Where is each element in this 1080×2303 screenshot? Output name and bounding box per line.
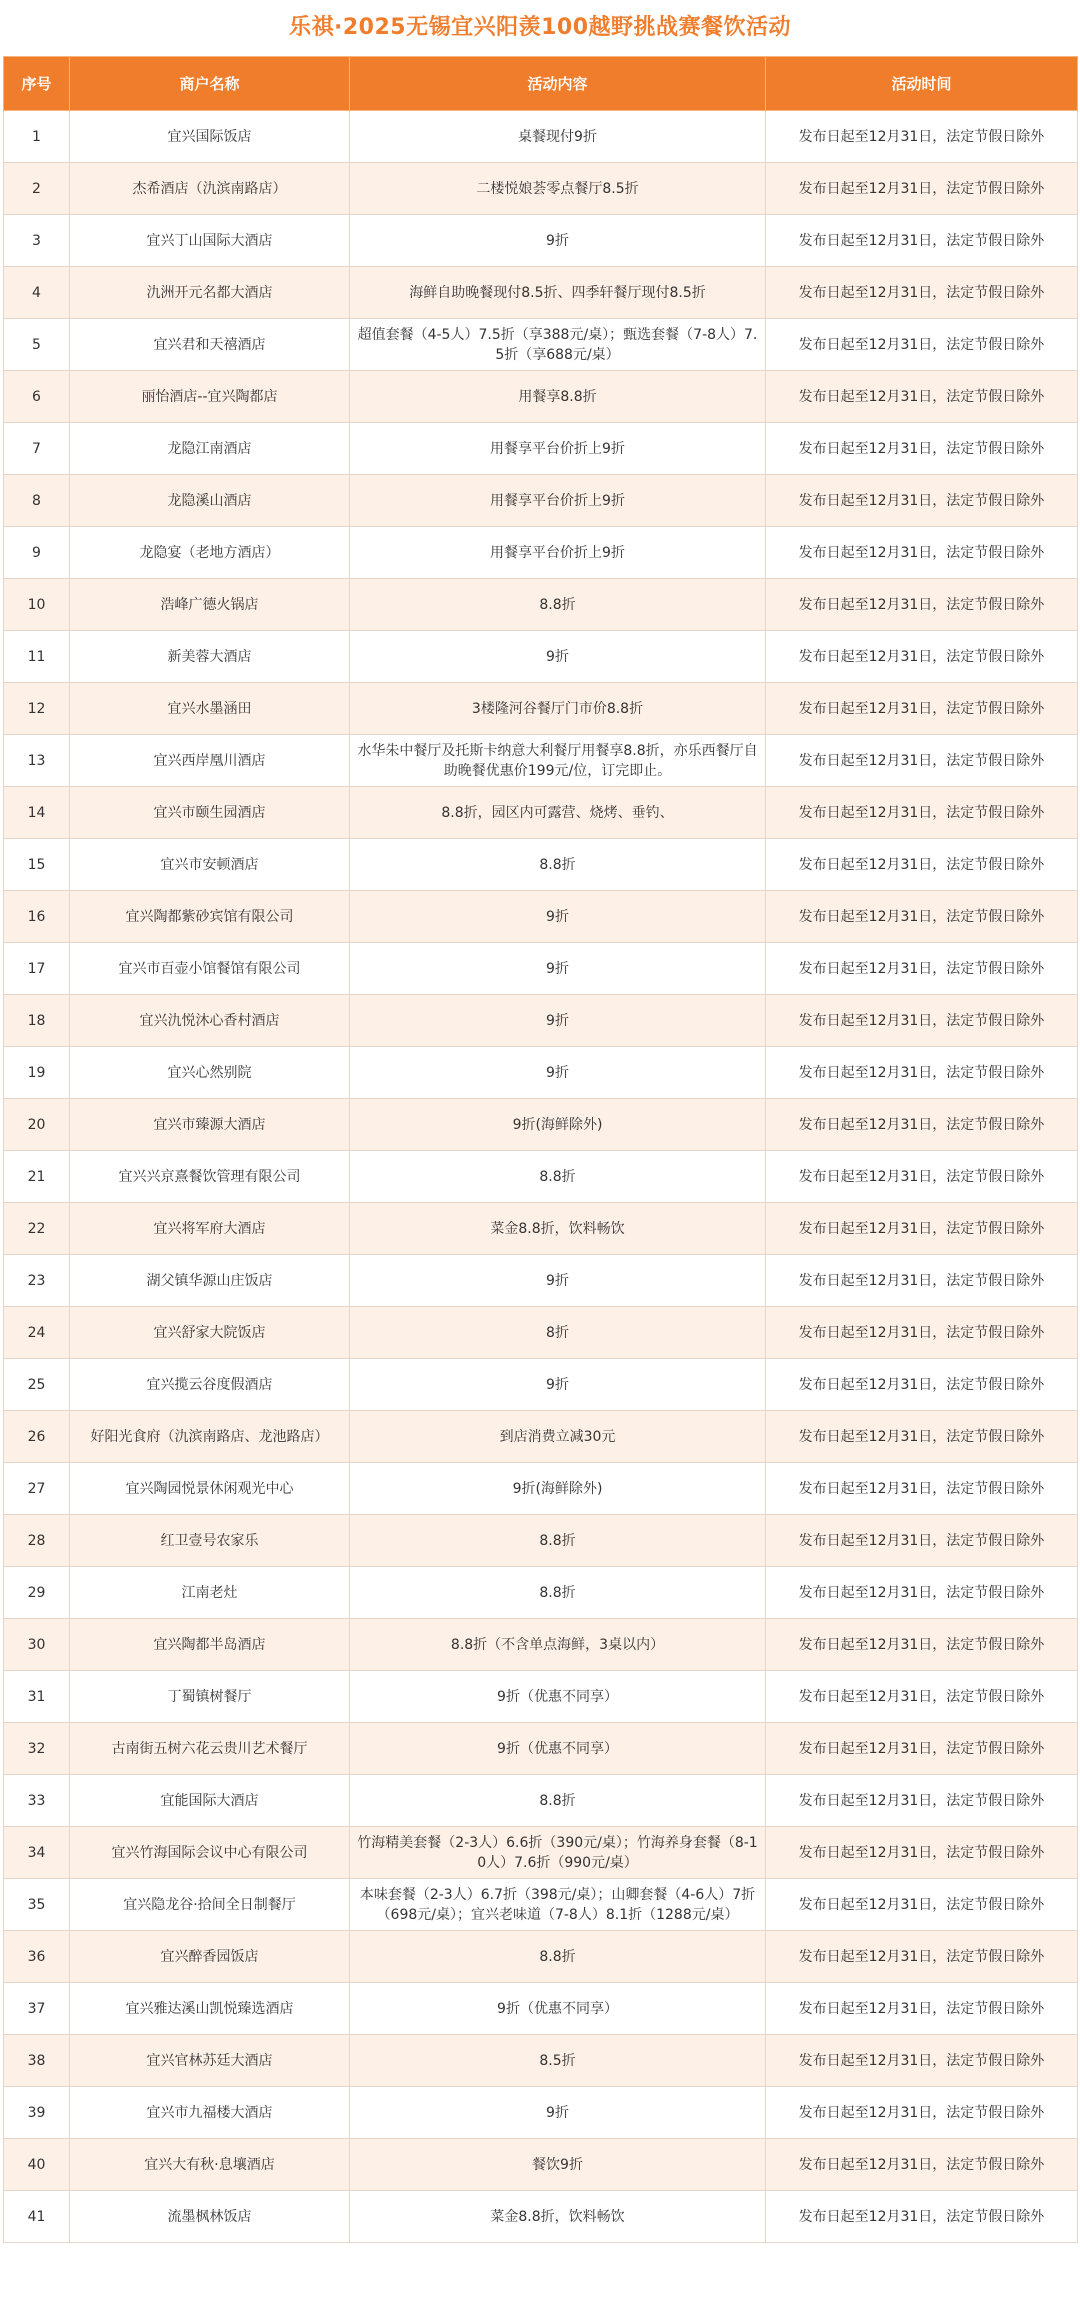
merchant-name: 宜兴陶园悦景休闲观光中心 <box>70 1463 350 1515</box>
activity-content: 3楼隆河谷餐厅门市价8.8折 <box>350 683 766 735</box>
activity-content: 9折 <box>350 2087 766 2139</box>
merchant-name: 宜兴西岸凰川酒店 <box>70 735 350 787</box>
table-row <box>4 1827 1078 1879</box>
table-row <box>4 735 1078 787</box>
row-index: 32 <box>4 1723 70 1775</box>
merchant-name: 宜兴国际饭店 <box>70 111 350 163</box>
table-row <box>4 475 1078 527</box>
row-index: 15 <box>4 839 70 891</box>
activity-content: 用餐享8.8折 <box>350 371 766 423</box>
table-row <box>4 1723 1078 1775</box>
merchant-name: 宜兴醉香园饭店 <box>70 1931 350 1983</box>
row-index: 8 <box>4 475 70 527</box>
activity-content: 二楼悦娘荟零点餐厅8.5折 <box>350 163 766 215</box>
merchant-name: 江南老灶 <box>70 1567 350 1619</box>
activity-time: 发布日起至12月31日，法定节假日除外 <box>766 1671 1078 1723</box>
table-row <box>4 891 1078 943</box>
merchant-name: 宜兴雅达溪山凯悦臻选酒店 <box>70 1983 350 2035</box>
table-row <box>4 1359 1078 1411</box>
merchant-name: 龙隐江南酒店 <box>70 423 350 475</box>
table-row <box>4 1411 1078 1463</box>
activity-content: 用餐享平台价折上9折 <box>350 527 766 579</box>
activity-content: 8.8折 <box>350 1775 766 1827</box>
activity-content: 9折 <box>350 215 766 267</box>
row-index: 13 <box>4 735 70 787</box>
table-row <box>4 943 1078 995</box>
table-row <box>4 1515 1078 1567</box>
row-index: 20 <box>4 1099 70 1151</box>
activity-content: 8.8折 <box>350 839 766 891</box>
activity-time: 发布日起至12月31日，法定节假日除外 <box>766 839 1078 891</box>
merchant-name: 宜兴市颐生园酒店 <box>70 787 350 839</box>
activity-content: 9折 <box>350 995 766 1047</box>
header-row <box>4 57 1078 111</box>
activity-time: 发布日起至12月31日，法定节假日除外 <box>766 579 1078 631</box>
table-row <box>4 2191 1078 2243</box>
header-activity-content: 活动内容 <box>350 57 766 111</box>
table-row <box>4 1255 1078 1307</box>
row-index: 33 <box>4 1775 70 1827</box>
row-index: 16 <box>4 891 70 943</box>
activity-time: 发布日起至12月31日，法定节假日除外 <box>766 2191 1078 2243</box>
merchant-name: 新美蓉大酒店 <box>70 631 350 683</box>
activity-time: 发布日起至12月31日，法定节假日除外 <box>766 1151 1078 1203</box>
row-index: 35 <box>4 1879 70 1931</box>
activity-time: 发布日起至12月31日，法定节假日除外 <box>766 475 1078 527</box>
activity-time: 发布日起至12月31日，法定节假日除外 <box>766 891 1078 943</box>
page-title: 乐祺·2025无锡宜兴阳羡100越野挑战赛餐饮活动 <box>0 0 1080 56</box>
row-index: 18 <box>4 995 70 1047</box>
table-row <box>4 2087 1078 2139</box>
activity-content: 9折（优惠不同享） <box>350 1671 766 1723</box>
activity-time: 发布日起至12月31日，法定节假日除外 <box>766 1255 1078 1307</box>
table-row <box>4 1203 1078 1255</box>
activity-content: 9折 <box>350 943 766 995</box>
table-row <box>4 631 1078 683</box>
merchant-table <box>3 56 1078 2243</box>
row-index: 12 <box>4 683 70 735</box>
row-index: 29 <box>4 1567 70 1619</box>
activity-time: 发布日起至12月31日，法定节假日除外 <box>766 1463 1078 1515</box>
row-index: 3 <box>4 215 70 267</box>
merchant-name: 流墨枫林饭店 <box>70 2191 350 2243</box>
merchant-name: 杰希酒店（氿滨南路店） <box>70 163 350 215</box>
merchant-name: 宜兴水墨涵田 <box>70 683 350 735</box>
table-row <box>4 1463 1078 1515</box>
activity-content: 8.8折 <box>350 1931 766 1983</box>
activity-content: 9折 <box>350 1047 766 1099</box>
merchant-name: 宜兴氿悦沐心香村酒店 <box>70 995 350 1047</box>
row-index: 28 <box>4 1515 70 1567</box>
row-index: 27 <box>4 1463 70 1515</box>
merchant-name: 宜兴将军府大酒店 <box>70 1203 350 1255</box>
row-index: 23 <box>4 1255 70 1307</box>
row-index: 41 <box>4 2191 70 2243</box>
row-index: 37 <box>4 1983 70 2035</box>
row-index: 31 <box>4 1671 70 1723</box>
activity-time: 发布日起至12月31日，法定节假日除外 <box>766 371 1078 423</box>
activity-content: 水华朱中餐厅及托斯卡纳意大利餐厅用餐享8.8折，亦乐西餐厅自助晚餐优惠价199元/位，订完即止。 <box>350 735 766 787</box>
merchant-name: 丁蜀镇树餐厅 <box>70 1671 350 1723</box>
activity-content: 8.8折，园区内可露营、烧烤、垂钓、 <box>350 787 766 839</box>
activity-time: 发布日起至12月31日，法定节假日除外 <box>766 995 1078 1047</box>
activity-time: 发布日起至12月31日，法定节假日除外 <box>766 1619 1078 1671</box>
merchant-name: 宜兴市九福楼大酒店 <box>70 2087 350 2139</box>
merchant-name: 古南街五树六花云贵川艺术餐厅 <box>70 1723 350 1775</box>
table-row <box>4 579 1078 631</box>
table-row <box>4 839 1078 891</box>
merchant-name: 宜兴市臻源大酒店 <box>70 1099 350 1151</box>
row-index: 39 <box>4 2087 70 2139</box>
row-index: 1 <box>4 111 70 163</box>
activity-time: 发布日起至12月31日，法定节假日除外 <box>766 111 1078 163</box>
row-index: 10 <box>4 579 70 631</box>
table-row <box>4 787 1078 839</box>
table-row <box>4 371 1078 423</box>
row-index: 24 <box>4 1307 70 1359</box>
activity-time: 发布日起至12月31日，法定节假日除外 <box>766 943 1078 995</box>
activity-content: 9折 <box>350 631 766 683</box>
activity-time: 发布日起至12月31日，法定节假日除外 <box>766 1307 1078 1359</box>
activity-content: 9折(海鲜除外) <box>350 1099 766 1151</box>
table-row <box>4 1567 1078 1619</box>
table-row <box>4 1307 1078 1359</box>
table-row <box>4 2035 1078 2087</box>
activity-time: 发布日起至12月31日，法定节假日除外 <box>766 1827 1078 1879</box>
activity-time: 发布日起至12月31日，法定节假日除外 <box>766 631 1078 683</box>
table-body <box>4 111 1078 2243</box>
activity-content: 9折（优惠不同享） <box>350 1983 766 2035</box>
table-row <box>4 215 1078 267</box>
activity-content: 菜金8.8折，饮料畅饮 <box>350 2191 766 2243</box>
activity-time: 发布日起至12月31日，法定节假日除外 <box>766 527 1078 579</box>
row-index: 7 <box>4 423 70 475</box>
table-row <box>4 163 1078 215</box>
merchant-name: 宜兴心然别院 <box>70 1047 350 1099</box>
activity-time: 发布日起至12月31日，法定节假日除外 <box>766 319 1078 371</box>
row-index: 17 <box>4 943 70 995</box>
row-index: 14 <box>4 787 70 839</box>
merchant-name: 宜兴揽云谷度假酒店 <box>70 1359 350 1411</box>
header-index: 序号 <box>4 57 70 111</box>
activity-content: 8.8折（不含单点海鲜，3桌以内） <box>350 1619 766 1671</box>
activity-time: 发布日起至12月31日，法定节假日除外 <box>766 1931 1078 1983</box>
activity-time: 发布日起至12月31日，法定节假日除外 <box>766 735 1078 787</box>
activity-content: 8.5折 <box>350 2035 766 2087</box>
activity-content: 用餐享平台价折上9折 <box>350 423 766 475</box>
table-row <box>4 527 1078 579</box>
merchant-name: 宜兴竹海国际会议中心有限公司 <box>70 1827 350 1879</box>
row-index: 30 <box>4 1619 70 1671</box>
merchant-name: 宜兴丁山国际大酒店 <box>70 215 350 267</box>
row-index: 9 <box>4 527 70 579</box>
merchant-name: 好阳光食府（氿滨南路店、龙池路店） <box>70 1411 350 1463</box>
row-index: 25 <box>4 1359 70 1411</box>
activity-time: 发布日起至12月31日，法定节假日除外 <box>766 267 1078 319</box>
row-index: 26 <box>4 1411 70 1463</box>
activity-content: 9折(海鲜除外) <box>350 1463 766 1515</box>
row-index: 38 <box>4 2035 70 2087</box>
merchant-name: 宜兴陶都半岛酒店 <box>70 1619 350 1671</box>
activity-content: 本味套餐（2-3人）6.7折（398元/桌）；山卿套餐（4-6人）7折（698元/桌）；宜兴老味道（7-8人）8.1折（1288元/桌） <box>350 1879 766 1931</box>
activity-time: 发布日起至12月31日，法定节假日除外 <box>766 1203 1078 1255</box>
merchant-name: 红卫壹号农家乐 <box>70 1515 350 1567</box>
activity-content: 餐饮9折 <box>350 2139 766 2191</box>
table-header <box>4 57 1078 111</box>
activity-time: 发布日起至12月31日，法定节假日除外 <box>766 1567 1078 1619</box>
table-row <box>4 1775 1078 1827</box>
activity-content: 超值套餐（4-5人）7.5折（享388元/桌）；甄选套餐（7-8人）7.5折（享688元/桌） <box>350 319 766 371</box>
merchant-name: 龙隐溪山酒店 <box>70 475 350 527</box>
merchant-name: 宜兴舒家大院饭店 <box>70 1307 350 1359</box>
merchant-name: 宜兴市安顿酒店 <box>70 839 350 891</box>
activity-time: 发布日起至12月31日，法定节假日除外 <box>766 2035 1078 2087</box>
activity-content: 9折 <box>350 1255 766 1307</box>
activity-time: 发布日起至12月31日，法定节假日除外 <box>766 215 1078 267</box>
activity-content: 菜金8.8折，饮料畅饮 <box>350 1203 766 1255</box>
activity-time: 发布日起至12月31日，法定节假日除外 <box>766 1099 1078 1151</box>
activity-time: 发布日起至12月31日，法定节假日除外 <box>766 2087 1078 2139</box>
merchant-name: 宜兴市百壶小馆餐馆有限公司 <box>70 943 350 995</box>
activity-time: 发布日起至12月31日，法定节假日除外 <box>766 1515 1078 1567</box>
activity-content: 9折（优惠不同享） <box>350 1723 766 1775</box>
row-index: 2 <box>4 163 70 215</box>
table-row <box>4 1047 1078 1099</box>
row-index: 21 <box>4 1151 70 1203</box>
table-row <box>4 2139 1078 2191</box>
activity-time: 发布日起至12月31日，法定节假日除外 <box>766 1047 1078 1099</box>
activity-time: 发布日起至12月31日，法定节假日除外 <box>766 2139 1078 2191</box>
merchant-name: 宜兴兴京熹餐饮管理有限公司 <box>70 1151 350 1203</box>
row-index: 4 <box>4 267 70 319</box>
row-index: 34 <box>4 1827 70 1879</box>
activity-content: 用餐享平台价折上9折 <box>350 475 766 527</box>
row-index: 19 <box>4 1047 70 1099</box>
activity-time: 发布日起至12月31日，法定节假日除外 <box>766 1359 1078 1411</box>
merchant-name: 宜能国际大酒店 <box>70 1775 350 1827</box>
table-row <box>4 1671 1078 1723</box>
merchant-name: 宜兴官林苏廷大酒店 <box>70 2035 350 2087</box>
row-index: 6 <box>4 371 70 423</box>
header-merchant-name: 商户名称 <box>70 57 350 111</box>
activity-content: 海鲜自助晚餐现付8.5折、四季轩餐厅现付8.5折 <box>350 267 766 319</box>
activity-time: 发布日起至12月31日，法定节假日除外 <box>766 1411 1078 1463</box>
merchant-name: 湖父镇华源山庄饭店 <box>70 1255 350 1307</box>
table-row <box>4 267 1078 319</box>
activity-content: 9折 <box>350 891 766 943</box>
row-index: 11 <box>4 631 70 683</box>
activity-content: 9折 <box>350 1359 766 1411</box>
table-row <box>4 1099 1078 1151</box>
merchant-name: 宜兴隐龙谷·拾间全日制餐厅 <box>70 1879 350 1931</box>
row-index: 36 <box>4 1931 70 1983</box>
row-index: 22 <box>4 1203 70 1255</box>
activity-content: 8.8折 <box>350 1151 766 1203</box>
header-activity-time: 活动时间 <box>766 57 1078 111</box>
activity-time: 发布日起至12月31日，法定节假日除外 <box>766 423 1078 475</box>
activity-content: 8.8折 <box>350 579 766 631</box>
row-index: 40 <box>4 2139 70 2191</box>
activity-time: 发布日起至12月31日，法定节假日除外 <box>766 1775 1078 1827</box>
table-row <box>4 1879 1078 1931</box>
table-row <box>4 995 1078 1047</box>
table-row <box>4 683 1078 735</box>
merchant-name: 龙隐宴（老地方酒店） <box>70 527 350 579</box>
activity-time: 发布日起至12月31日，法定节假日除外 <box>766 787 1078 839</box>
merchant-name: 浩峰广德火锅店 <box>70 579 350 631</box>
activity-content: 8.8折 <box>350 1515 766 1567</box>
activity-content: 到店消费立减30元 <box>350 1411 766 1463</box>
activity-content: 8.8折 <box>350 1567 766 1619</box>
table-row <box>4 1931 1078 1983</box>
activity-content: 8折 <box>350 1307 766 1359</box>
merchant-name: 宜兴陶都紫砂宾馆有限公司 <box>70 891 350 943</box>
activity-time: 发布日起至12月31日，法定节假日除外 <box>766 1723 1078 1775</box>
activity-time: 发布日起至12月31日，法定节假日除外 <box>766 1983 1078 2035</box>
merchant-name: 氿洲开元名都大酒店 <box>70 267 350 319</box>
table-row <box>4 423 1078 475</box>
activity-content: 桌餐现付9折 <box>350 111 766 163</box>
table-row <box>4 319 1078 371</box>
table-row <box>4 1983 1078 2035</box>
row-index: 5 <box>4 319 70 371</box>
table-row <box>4 1619 1078 1671</box>
merchant-name: 宜兴大有秋·息壤酒店 <box>70 2139 350 2191</box>
merchant-name: 宜兴君和天禧酒店 <box>70 319 350 371</box>
activity-time: 发布日起至12月31日，法定节假日除外 <box>766 1879 1078 1931</box>
table-row <box>4 1151 1078 1203</box>
activity-content: 竹海精美套餐（2-3人）6.6折（390元/桌）；竹海养身套餐（8-10人）7.6折（990元/桌） <box>350 1827 766 1879</box>
activity-time: 发布日起至12月31日，法定节假日除外 <box>766 683 1078 735</box>
activity-time: 发布日起至12月31日，法定节假日除外 <box>766 163 1078 215</box>
merchant-name: 丽怡酒店--宜兴陶都店 <box>70 371 350 423</box>
table-row <box>4 111 1078 163</box>
